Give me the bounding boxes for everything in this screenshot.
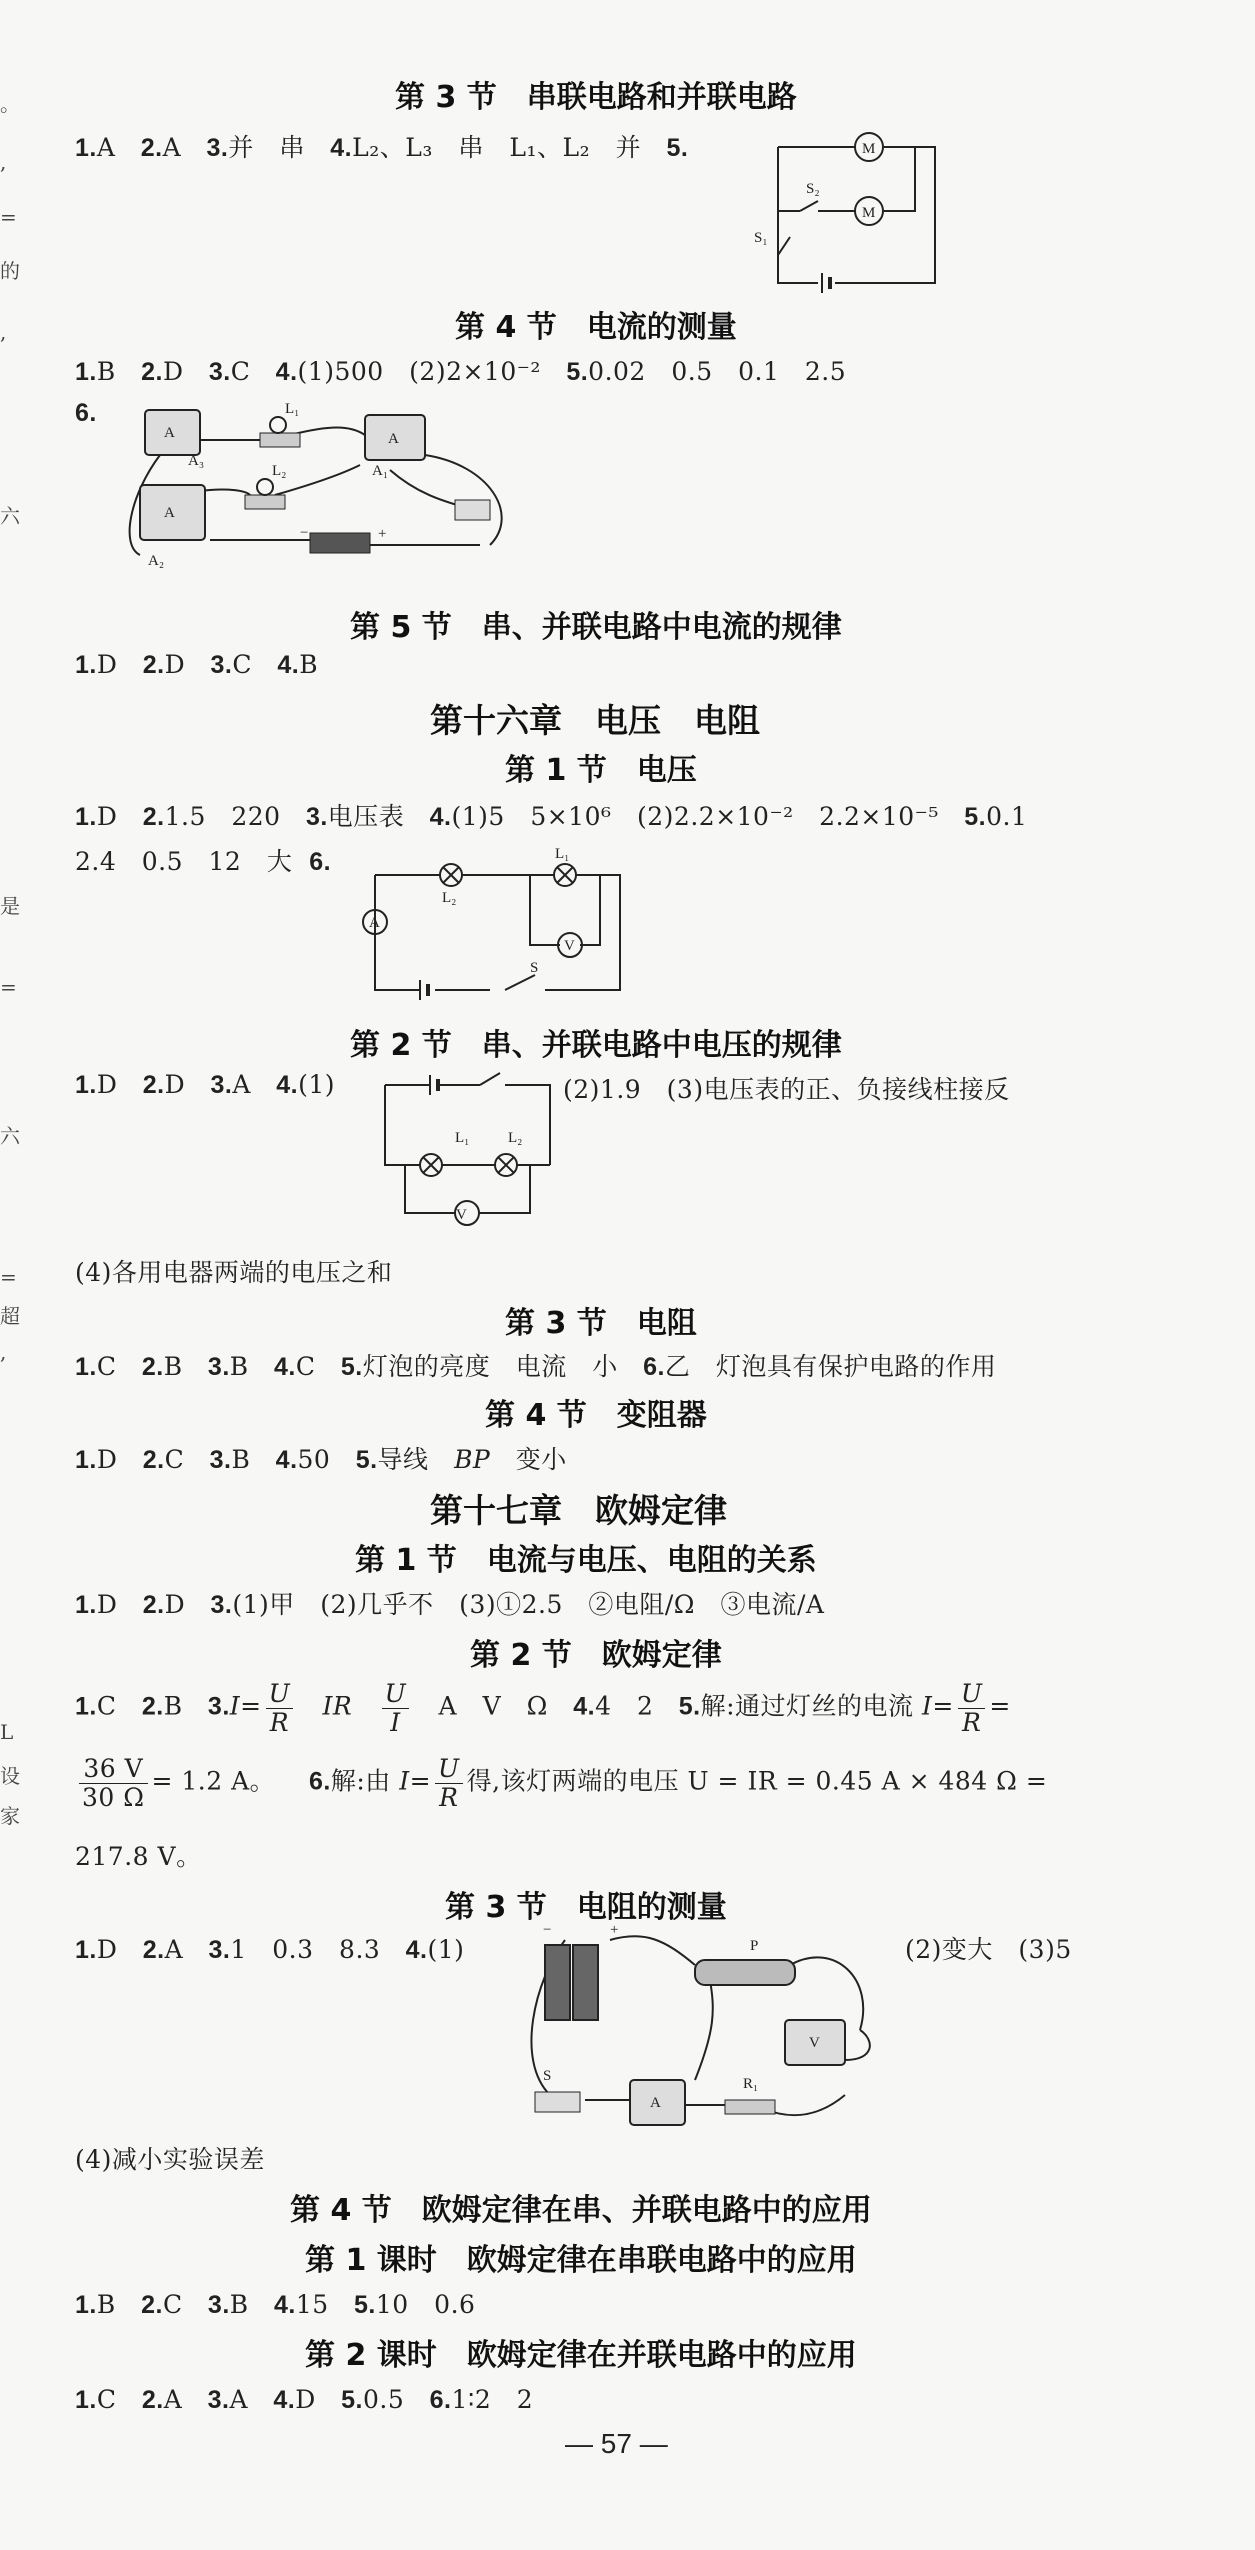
answer-text: (2)1.9 (3)电压表的正、负接线柱接反 (563, 1075, 1010, 1104)
circuit-diagram-ammeters (100, 395, 530, 580)
answer-line (75, 128, 688, 164)
answer: L₂、L₃ 串 L₁、L₂ 并 (352, 133, 642, 162)
section-title: 第 3 节 串联电路和并联电路 (395, 80, 797, 115)
edge-mark: 设 (0, 1764, 20, 1788)
svg-text:A₃: A₃ (188, 453, 205, 469)
edge-mark: 六 (0, 1124, 20, 1148)
voltmeter-icon (785, 2020, 845, 2065)
svg-text:S: S (543, 2068, 552, 2084)
edge-mark: 的 (0, 259, 20, 283)
resistor-icon (725, 2076, 775, 2114)
ammeter-icon (630, 2080, 685, 2125)
battery-icon (300, 525, 386, 553)
rheostat-icon (695, 1938, 795, 1985)
svg-text:L₁: L₁ (555, 846, 570, 862)
svg-text:P: P (750, 1938, 759, 1954)
svg-text:L₂: L₂ (442, 890, 457, 906)
q-num: 4. (330, 134, 353, 162)
answer: A (96, 133, 116, 162)
lesson-title: 第 1 课时 欧姆定律在串联电路中的应用 (305, 2243, 857, 2278)
edge-mark: = (0, 205, 17, 229)
answer-line: 1.D 2.D 3.(1)甲 (2)几乎不 (3)①2.5 ②电阻/Ω ③电流/A (75, 1590, 825, 1619)
fraction: $\frac{36 V}{30 \Omega}$ (79, 1755, 148, 1811)
svg-text:−: − (543, 1922, 552, 1938)
q-num: 5. (666, 134, 689, 162)
q-num: 2. (140, 134, 163, 162)
q-num: 6. (75, 399, 97, 427)
battery-icon (543, 1922, 618, 2020)
answer-line: 1.D 2.D 3.C 4.B (75, 650, 319, 679)
section-title: 第 2 节 欧姆定律 (470, 1638, 722, 1673)
answer: A (162, 133, 182, 162)
svg-text:S: S (530, 960, 539, 976)
answer-line: 1.D 2.1.5 220 3.电压表 4.(1)5 5×10⁶ (2)2.2×10⁻² 2.2×10⁻⁵ 5.0.1 (75, 802, 1028, 831)
section-title: 第 5 节 串、并联电路中电流的规律 (350, 610, 842, 645)
ammeter-icon (140, 485, 205, 569)
svg-text:A: A (650, 2095, 661, 2111)
edge-mark: = (0, 975, 17, 999)
page-number: — 57 — (565, 2428, 668, 2459)
svg-text:A₂: A₂ (148, 553, 165, 569)
chapter-title: 第十七章 欧姆定律 (430, 1491, 727, 1530)
fraction: $\frac{U}{R}$ (958, 1680, 986, 1736)
fraction: $\frac{U}{I}$ (382, 1680, 410, 1736)
answer-line: 1.B 2.D 3.C 4.(1)500 (2)2×10⁻² 5.0.02 0.5 0.1 2.5 (75, 357, 847, 386)
svg-text:A: A (388, 431, 399, 447)
answer-text: (4)各用电器两端的电压之和 (75, 1258, 393, 1287)
answer: 并 串 (228, 133, 305, 162)
svg-text:L₁: L₁ (455, 1130, 470, 1146)
answer-line: 217.8 V。 (75, 1842, 202, 1871)
circuit-diagram-voltmeter (350, 840, 630, 1000)
motor-label: M (862, 141, 876, 157)
answer-line: $\frac{36 V}{30 \Omega}$ = 1.2 A。 6.解:由 I= $\frac{U}{R}$ 得,该灯两端的电压 U = IR = 0.45 A × 484 Ω = (75, 1755, 1047, 1811)
circuit-diagram-series-voltage (380, 1075, 560, 1235)
edge-mark: L (0, 1720, 14, 1744)
answer-line: 2.4 0.5 12 大 6. (75, 847, 332, 876)
svg-text:A: A (164, 505, 175, 521)
lesson-title: 第 2 课时 欧姆定律在并联电路中的应用 (305, 2338, 857, 2373)
fraction: $\frac{U}{R}$ (435, 1755, 463, 1811)
svg-text:+: + (378, 526, 387, 542)
svg-text:+: + (610, 1922, 619, 1938)
edge-mark: 六 (0, 504, 20, 528)
fraction: $\frac{U}{R}$ (266, 1680, 294, 1736)
svg-text:L₂: L₂ (272, 463, 287, 479)
answer-line: 1.D 2.C 3.B 4.50 5.导线 BP 变小 (75, 1445, 567, 1474)
svg-text:V: V (809, 2035, 820, 2051)
section-title: 第 4 节 欧姆定律在串、并联电路中的应用 (290, 2193, 872, 2228)
q-num: 1. (75, 134, 97, 162)
bulb-icon (260, 401, 300, 447)
svg-text:V: V (564, 938, 575, 954)
section-title: 第 3 节 电阻的测量 (445, 1890, 727, 1925)
ammeter-icon (365, 415, 425, 479)
section-title: 第 1 节 电流与电压、电阻的关系 (355, 1543, 817, 1578)
section-title: 第 4 节 电流的测量 (455, 310, 737, 345)
edge-mark: , (0, 1340, 7, 1364)
edge-mark: = (0, 1265, 17, 1289)
svg-text:L₂: L₂ (508, 1130, 523, 1146)
chapter-title: 第十六章 电压 电阻 (430, 701, 760, 740)
edge-mark: , (0, 150, 7, 174)
svg-text:A: A (369, 915, 380, 931)
edge-mark: 家 (0, 1804, 20, 1828)
answer-line: 1.C 2.B 3.I= $\frac{U}{R}$ IR $\frac{U}{I}$ A V Ω 4.4 2 5.解:通过灯丝的电流 I= $\frac{U}{R}$ = (75, 1679, 1011, 1737)
svg-text:A: A (164, 425, 175, 441)
answer-text: (2)变大 (3)5 (905, 1935, 1072, 1964)
answer-text: (4)减小实验误差 (75, 2145, 265, 2174)
edge-mark: 。 (0, 92, 20, 116)
q-num: 3. (206, 134, 229, 162)
edge-mark: , (0, 320, 7, 344)
svg-text:A₁: A₁ (372, 463, 389, 479)
answer-line: 1.D 2.D 3.A 4.(1) (75, 1070, 336, 1099)
circuit-diagram-motors (740, 125, 950, 290)
section-title: 第 4 节 变阻器 (485, 1398, 707, 1433)
svg-text:V: V (456, 1207, 467, 1223)
section-title: 第 2 节 串、并联电路中电压的规律 (350, 1028, 842, 1063)
section-title: 第 3 节 电阻 (505, 1306, 697, 1341)
edge-mark: 是 (0, 894, 20, 918)
svg-text:L₁: L₁ (285, 401, 300, 417)
switch-label: S₂ (806, 181, 820, 197)
svg-text:R₁: R₁ (743, 2076, 759, 2092)
bulb-icon (245, 463, 286, 509)
ammeter-icon (145, 410, 204, 469)
circuit-diagram-measurement (515, 1920, 895, 2130)
svg-text:−: − (300, 525, 309, 541)
edge-mark: 超 (0, 1304, 20, 1328)
answer-line: 1.D 2.A 3.1 0.3 8.3 4.(1) (75, 1935, 465, 1964)
switch-icon (535, 2068, 580, 2112)
section-title: 第 1 节 电压 (505, 753, 697, 788)
switch-label: S₁ (754, 230, 768, 246)
switch-icon (455, 500, 490, 520)
answer-line: 1.C 2.A 3.A 4.D 5.0.5 6.1∶2 2 (75, 2385, 534, 2414)
answer-line: 1.B 2.C 3.B 4.15 5.10 0.6 (75, 2290, 476, 2319)
answer-line: 1.C 2.B 3.B 4.C 5.灯泡的亮度 电流 小 6.乙 灯泡具有保护电路的作用 (75, 1352, 997, 1381)
motor-label: M (862, 205, 876, 221)
